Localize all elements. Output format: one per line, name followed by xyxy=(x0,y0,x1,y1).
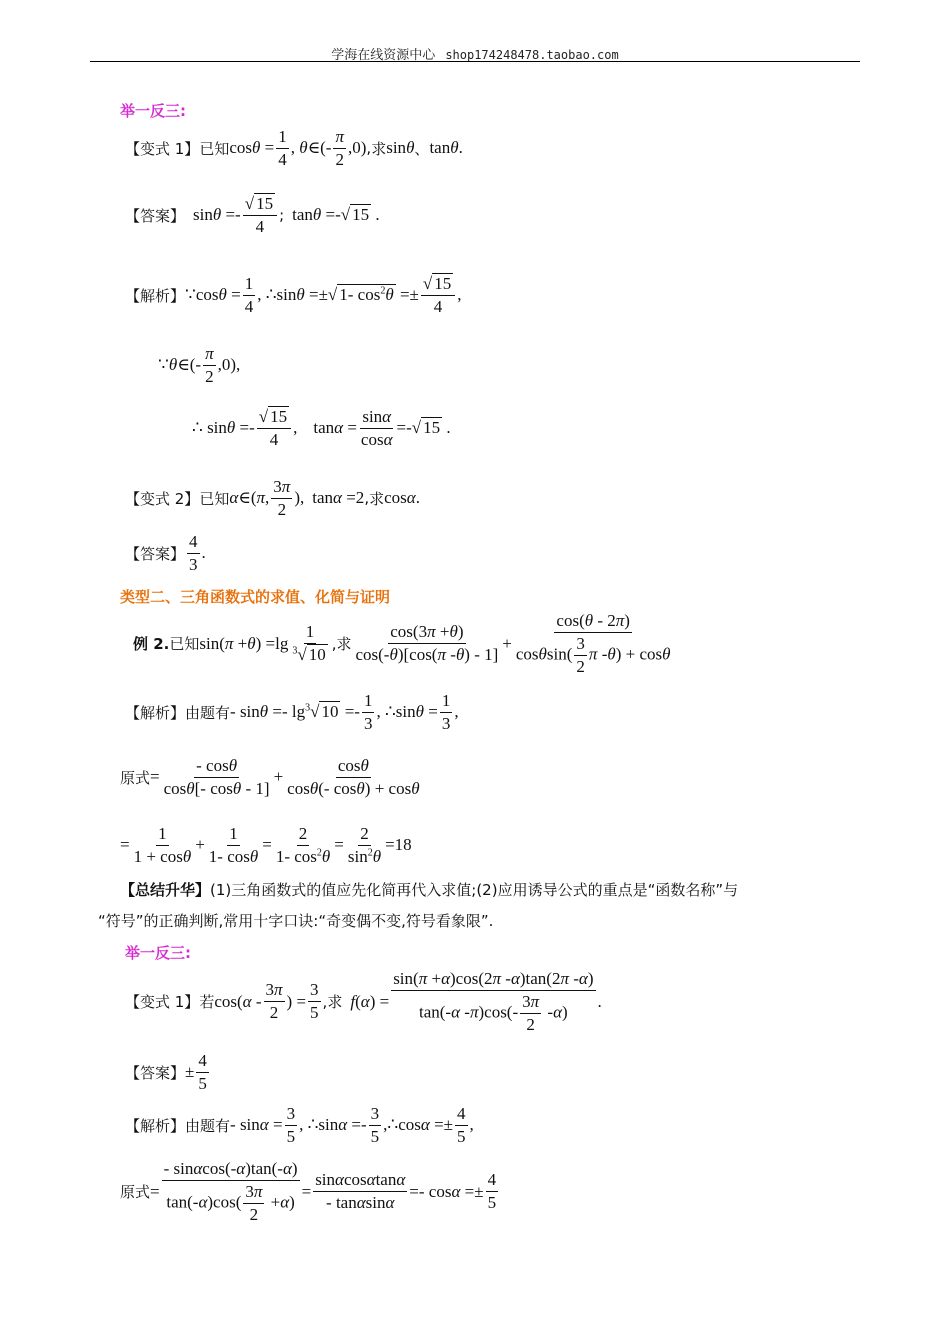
practice-heading-2: 举一反三: xyxy=(125,944,191,962)
type2-heading: 类型二、三角函数式的求值、化简与证明 xyxy=(120,588,391,606)
example2-analysis-1: 【解析】 由题有 - $\sin\theta =- \lg^3√$ 10 =- $\frac{1}{3}$ , ∴sinθ = $\frac{1}{3}$ , xyxy=(125,691,459,733)
variant1-analysis-2: ∵θ∈(- $\frac{\pi}{2}$ ,0), xyxy=(158,344,241,386)
variant1b-original: 原式 = - sinαcos(-α)tan(-α) tan(-α)cos( $\frac{3\pi}{2}$ +α) = $\frac{\sin\alpha\cos\alpha\tan\alpha}{- \tan\alpha\sin\alpha}$ =- cosα =± $\frac{4}{5}$ xyxy=(120,1159,497,1224)
variant1-question: 【变式 1】 已知 cosθ = $\frac{1}{4}$ , θ∈(- $\frac{\pi}{2}$ ,0) , 求 sinθ 、 tanθ. xyxy=(125,127,463,169)
variant1-answer: 【答案】 sinθ =- $\frac{√ 15}{4}$ ; tanθ =-√ 15 . xyxy=(125,194,380,236)
variant2-answer: 【答案】 $\frac{4}{3}$ . xyxy=(125,532,206,574)
variant2-question: 【变式 2】 已知 α ∈(π, $\frac{3\pi}{2}$ ), tanα =2 , 求 cosα. xyxy=(125,477,420,519)
variant1-analysis-3: ∴ sinθ =- $\frac{√ 15}{4}$ , tanα = $\frac{\sin\alpha}{\cos\alpha}$ =-√ 15 . xyxy=(192,407,451,449)
example2-simplification: = $\frac{1}{1 + \cos\theta}$ + $\frac{1}{1- \cos\theta}$ = $\frac{2}{1- \cos^2\theta}$ = $\frac{2}{\sin^2\theta}$ =18 xyxy=(120,824,412,866)
header-rule xyxy=(90,61,860,62)
header-url: shop174248478.taobao.com xyxy=(445,48,619,62)
variant1b-analysis-1: 【解析】 由题有 - sinα = $\frac{3}{5}$ , ∴sinα =- $\frac{3}{5}$ ,∴cosα =± $\frac{4}{5}$ , xyxy=(125,1104,474,1146)
variant1b-answer: 【答案】 ± $\frac{4}{5}$ xyxy=(125,1051,207,1093)
variant1-analysis-1: 【解析】 ∵ cosθ = $\frac{1}{4}$ , ∴ sinθ =±√ 1- $\cos^2\theta$ =± $\frac{√ 15}{4}$ , xyxy=(125,274,462,316)
summary-paragraph: 【总结升华】(1)三角函数式的值应先化简再代入求值;(2)应用诱导公式的重点是“函数名称”与 “符号”的正确判断,常用十字口诀:“奇变偶不变,符号看象限”. xyxy=(98,881,739,930)
variant1b-question: 【变式 1】 若 cos(α - $\frac{3\pi}{2}$ ) = $\frac{3}{5}$ , 求 f(α) = sin(π +α)cos(2π -α)tan(2π -α) tan(-α -π)cos(- $\frac{3\pi}{2}$ -α) . xyxy=(125,969,602,1034)
practice-heading: 举一反三: xyxy=(120,102,186,120)
header-site: 学海在线资源中心 xyxy=(331,48,436,63)
example2-question: 例 2. 已知 sin(π +θ) =lg $\frac{1}{^3√ 10}$ , 求 $\frac{\cos(3\pi +\theta)}{\cos(-\theta)[\cos(\pi -\theta) - 1]}$ + cos(θ - 2π) cosθsin( $\frac{3}{2}$ π -θ) + cosθ xyxy=(133,611,671,676)
example2-original: 原式 = $\frac{- \cos\theta}{\cos\theta[- \cos\theta - 1]}$ + $\frac{\cos\theta}{\cos\theta(- \cos\theta) + \cos\theta}$ xyxy=(120,756,420,798)
